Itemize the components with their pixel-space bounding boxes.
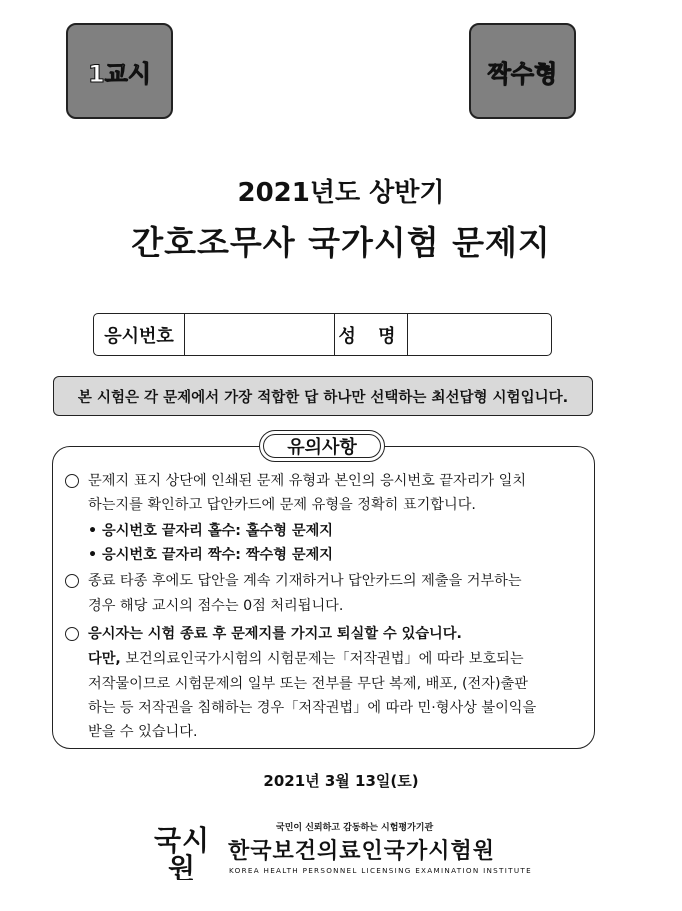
instruction-2-line-1: 종료 타종 후에도 답안을 계속 기재하거나 답안카드의 제출을 거부하는: [88, 573, 522, 589]
candidate-name-field[interactable]: [408, 314, 551, 355]
org-logo-icon: [152, 820, 218, 880]
svg-text:국: 국: [154, 824, 182, 857]
session-label: 1교시: [87, 59, 152, 88]
exam-notice-text: 본 시험은 각 문제에서 가장 적합한 답 하나만 선택하는 최선답형 시험입니다.: [77, 389, 569, 406]
org-slogan: 국민이 신뢰하고 감동하는 시험평가기관: [276, 823, 434, 833]
org-name: 한국보건의료인국가시험원: [228, 838, 496, 864]
circle-bullet-icon: [65, 627, 79, 641]
instruction-3-line-3: 저작물이므로 시험문제의 일부 또는 전부를 무단 복제, 배포, (전자)출판: [88, 676, 528, 692]
candidate-number-field[interactable]: [185, 314, 335, 355]
exam-main-title: 간호조무사 국가시험 문제지: [131, 223, 551, 262]
circle-bullet-icon: [65, 474, 79, 488]
instruction-1-line-1: 문제지 표지 상단에 인쇄된 문제 유형과 본인의 응시번호 끝자리가 일치: [88, 473, 527, 489]
candidate-info-table: [93, 313, 552, 356]
instruction-1-even-rule: • 응시번호 끝자리 짝수: 짝수형 문제지: [88, 547, 334, 563]
instruction-2-line-2: 경우 해당 교시의 점수는 0점 처리됩니다.: [88, 598, 344, 614]
svg-text:원: 원: [168, 852, 196, 880]
org-english-name: KOREA HEALTH PERSONNEL LICENSING EXAMINATION INSTITUTE: [229, 866, 532, 875]
exam-year-title: 2021년도 상반기: [237, 178, 445, 208]
instruction-1-odd-rule: • 응시번호 끝자리 홀수: 홀수형 문제지: [88, 523, 334, 539]
session-badge: [66, 23, 173, 119]
instruction-3-line-1: 응시자는 시험 종료 후 문제지를 가지고 퇴실할 수 있습니다.: [88, 626, 462, 642]
org-logo: [152, 820, 218, 884]
instruction-3-line-2: [88, 648, 524, 668]
instruction-3-however: 다만,: [88, 651, 121, 667]
instruction-3-line-4: 하는 등 저작권을 침해하는 경우「저작권법」에 따라 민·형사상 불이익을: [88, 700, 537, 716]
instructions-title-text: 유의사항: [287, 437, 357, 458]
candidate-number-label: 응시번호: [94, 314, 185, 355]
exam-notice: [53, 376, 593, 416]
candidate-name-label: 성 명: [335, 314, 408, 355]
exam-date: 2021년 3월 13일(토): [263, 772, 419, 790]
circle-bullet-icon: [65, 574, 79, 588]
instruction-3-line-2-text: 보건의료인국가시험의 시험문제는「저작권법」에 따라 보호되는: [120, 651, 524, 667]
instructions-title: [259, 430, 385, 462]
exam-type-badge: [469, 23, 576, 119]
exam-type-label: 짝수형: [487, 59, 558, 88]
instruction-3-line-5: 받을 수 있습니다.: [88, 724, 198, 740]
instruction-1-line-2: 하는지를 확인하고 답안카드에 문제 유형을 정확히 표기합니다.: [88, 497, 476, 513]
svg-text:시: 시: [182, 824, 210, 857]
